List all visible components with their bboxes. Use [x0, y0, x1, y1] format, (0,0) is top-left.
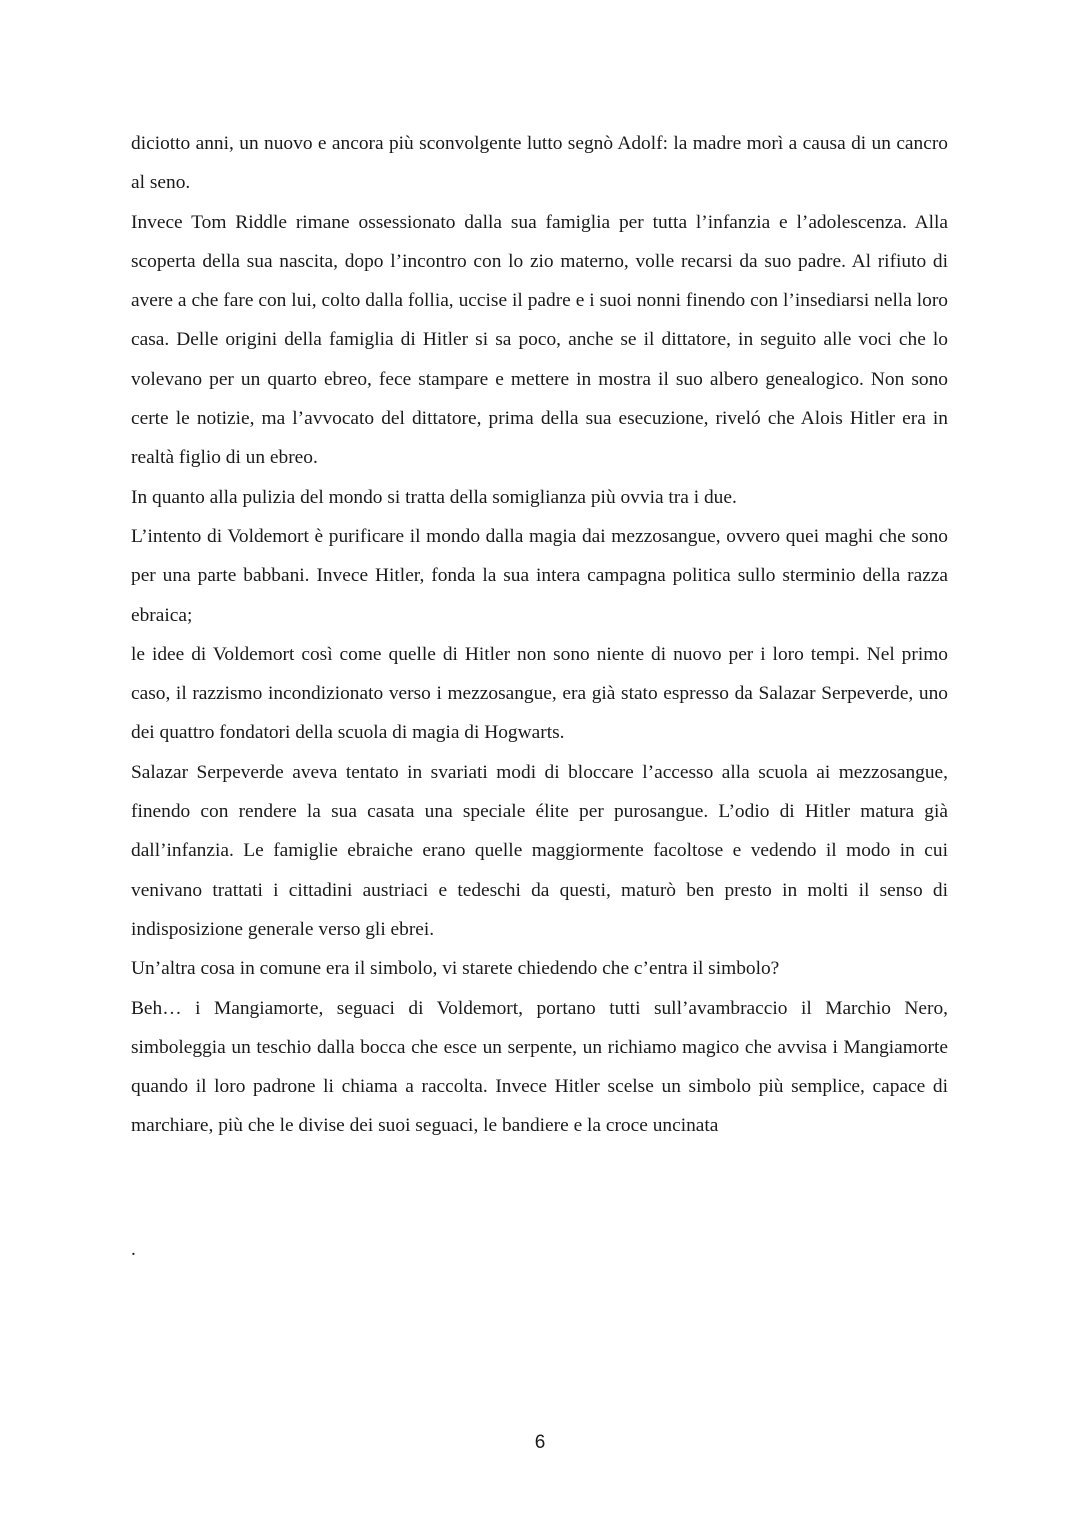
stray-mark: . — [131, 1239, 136, 1260]
paragraph: Un’altra cosa in comune era il simbolo, vi starete chiedendo che c’entra il simbolo? — [131, 958, 780, 980]
paragraph: Beh… i Mangiamorte, seguaci di Voldemort, portano tutti sull’avambraccio il Marchio Nero, simboleggia un teschio dalla bocca che esce un serpente, un richiamo magico che avvisa i Mangiamorte quando il loro padrone li chiama a raccolta. Invece Hitler scelse un simbolo più semplice, capace di marchiare, più che le divise dei suoi seguaci, le bandiere e la croce uncinata — [131, 997, 948, 1137]
body-text — [131, 124, 948, 1146]
paragraph: Salazar Serpeverde aveva tentato in svariati modi di bloccare l’accesso alla scuola ai mezzosangue, finendo con rendere la sua casata una speciale élite per purosangue. L’odio di Hitler matura già dall’infanzia. Le famiglie ebraiche erano quelle maggiormente facoltose e vedendo il modo in cui venivano trattati i cittadini austriaci e tedeschi da questi, maturò ben presto in molti il senso di indisposizione generale verso gli ebrei. — [131, 761, 948, 940]
paragraph: le idee di Voldemort così come quelle di Hitler non sono niente di nuovo per i loro tempi. Nel primo caso, il razzismo incondizionato verso i mezzosangue, era già stato espresso da Salazar Serpeverde, uno dei quattro fondatori della scuola di magia di Hogwarts. — [131, 643, 948, 744]
paragraph: In quanto alla pulizia del mondo si tratta della somiglianza più ovvia tra i due. — [131, 486, 737, 508]
paragraph: Invece Tom Riddle rimane ossessionato dalla sua famiglia per tutta l’infanzia e l’adolescenza. Alla scoperta della sua nascita, dopo l’incontro con lo zio materno, volle recarsi da suo padre. Al rifiuto di avere a che fare con lui, colto dalla follia, uccise il padre e i suoi nonni finendo con l’insediarsi nella loro casa. Delle origini della famiglia di Hitler si sa poco, anche se il dittatore, in seguito alle voci che lo volevano per un quarto ebreo, fece stampare e mettere in mostra il suo albero genealogico. Non sono certe le notizie, ma l’avvocato del dittatore, prima della sua esecuzione, riveló che Alois Hitler era in realtà figlio di un ebreo. — [131, 211, 948, 469]
page-number: 6 — [534, 1432, 546, 1453]
paragraph: L’intento di Voldemort è purificare il mondo dalla magia dai mezzosangue, ovvero quei maghi che sono per una parte babbani. Invece Hitler, fonda la sua intera campagna politica sullo sterminio della razza ebraica; — [131, 525, 948, 626]
paragraph: diciotto anni, un nuovo e ancora più sconvolgente lutto segnò Adolf: la madre morì a causa di un cancro al seno. — [131, 133, 948, 194]
